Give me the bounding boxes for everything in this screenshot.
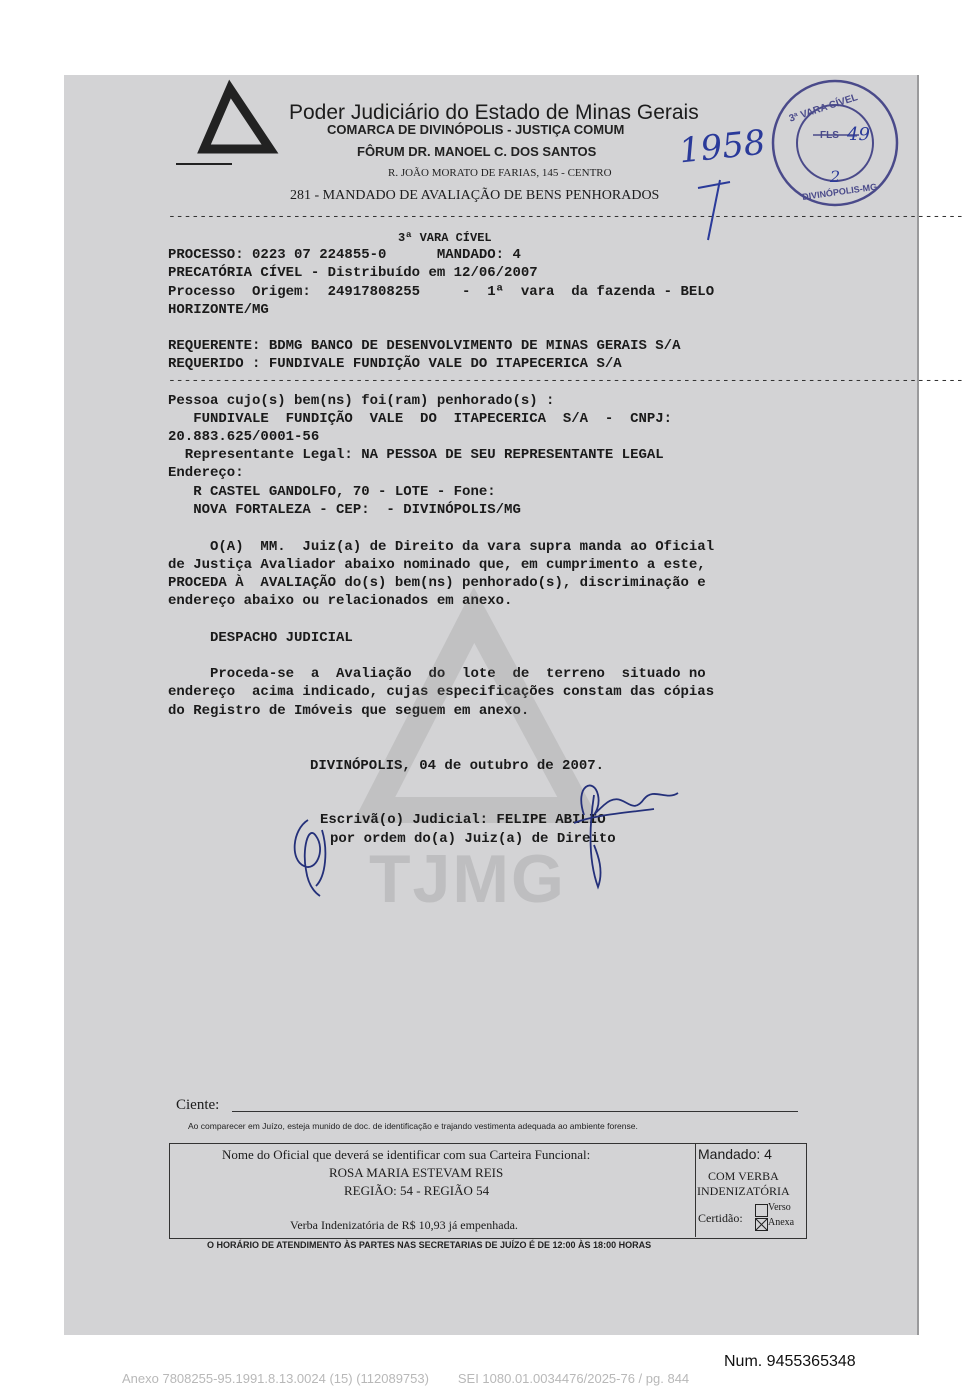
paragraph-line-3: PROCEDA À AVALIAÇÃO do(s) bem(ns) penhorado(s), discriminação e	[168, 575, 706, 591]
stamp-folio: 2	[830, 167, 841, 186]
mandado-number: Mandado: 4	[698, 1146, 772, 1162]
vara-label: 3ª VARA CÍVEL	[398, 231, 492, 245]
proceda-line-2: endereço acima indicado, cujas especificações constam das cópias	[168, 684, 715, 700]
stamp-fls-label: FLS	[820, 130, 839, 141]
indenizatoria-label: INDENIZATÓRIA	[697, 1184, 790, 1198]
comarca-line: COMARCA DE DIVINÓPOLIS - JUSTIÇA COMUM	[327, 122, 625, 137]
signature-juiz-icon	[286, 810, 346, 900]
tjmg-logo-icon	[200, 85, 272, 151]
escrivao-line: Escrivã(o) Judicial: FELIPE ABILIO	[320, 812, 606, 828]
certidao-label: Certidão:	[698, 1211, 743, 1225]
tjmg-watermark: TJMG	[369, 841, 566, 917]
oficial-name: ROSA MARIA ESTEVAM REIS	[329, 1165, 504, 1180]
address-line: R. JOÃO MORATO DE FARIAS, 145 - CENTRO	[388, 167, 612, 179]
proceda-line-1: Proceda-se a Avaliação do lote de terreno situado no	[168, 666, 706, 682]
stamp-fls-value: 49	[847, 124, 870, 145]
handwritten-number: 1958	[677, 122, 768, 172]
origem-line-2: HORIZONTE/MG	[168, 302, 269, 318]
verba-line: Verba Indenizatória de R$ 10,93 já empenhada.	[290, 1218, 518, 1232]
precatoria-line: PRECATÓRIA CÍVEL - Distribuído em 12/06/2007	[168, 265, 538, 281]
oficial-label: Nome do Oficial que deverá se identificar com sua Carteira Funcional:	[222, 1147, 591, 1162]
com-verba-label: COM VERBA	[708, 1169, 779, 1183]
regiao-line: REGIÃO: 54 - REGIÃO 54	[344, 1183, 490, 1198]
endereco-label: Endereço:	[168, 465, 244, 481]
attendance-note: Ao comparecer em Juízo, esteja munido de doc. de identificação e trajando vestimenta adequada ao ambiente forense.	[188, 1121, 638, 1131]
origem-line: Processo Origem: 24917808255 - 1ª vara da fazenda - BELO	[168, 284, 715, 300]
ordem-line: por ordem do(a) Juiz(a) de Direito	[330, 831, 616, 847]
despacho-heading: DESPACHO JUDICIAL	[168, 630, 353, 646]
svg-text:3ª VARA CÍVEL: 3ª VARA CÍVEL	[787, 92, 860, 125]
document-number: Num. 9455365348	[724, 1353, 856, 1370]
verso-label: Verso	[768, 1202, 791, 1213]
verso-checkbox[interactable]	[755, 1204, 768, 1217]
document-sheet	[64, 75, 964, 1335]
horario-line: O HORÁRIO DE ATENDIMENTO ÀS PARTES NAS SECRETARIAS DE JUÍZO É DE 12:00 ÀS 18:00 HORAS	[207, 1240, 652, 1250]
cnpj-line: 20.883.625/0001-56	[168, 429, 320, 445]
forum-line: FÔRUM DR. MANOEL C. DOS SANTOS	[357, 144, 597, 159]
paragraph-line-4: endereço abaixo ou relacionados em anexo.	[168, 593, 513, 609]
court-stamp-icon	[769, 77, 901, 209]
representante-line: Representante Legal: NA PESSOA DE SEU REPRESENTANTE LEGAL	[168, 447, 664, 463]
anexa-checkbox[interactable]	[755, 1218, 768, 1231]
ciente-label: Ciente:	[176, 1097, 220, 1113]
pessoa-line: Pessoa cujo(s) bem(ns) foi(ram) penhorado(s) :	[168, 393, 555, 409]
checkmark-icon	[756, 1219, 767, 1230]
logo-mark	[176, 163, 232, 165]
proceda-line-3: do Registro de Imóveis que seguem em anexo.	[168, 703, 530, 719]
processo-line: PROCESSO: 0223 07 224855-0 MANDADO: 4	[168, 247, 521, 263]
form-title: 281 - MANDADO DE AVALIAÇÃO DE BENS PENHORADOS	[290, 188, 660, 203]
date-line: DIVINÓPOLIS, 04 de outubro de 2007.	[310, 758, 605, 774]
paragraph-line-2: de Justiça Avaliador abaixo nominado que, em cumprimento a este,	[168, 557, 706, 573]
separator-top: ------------------------------------------------------------------------------------------------------	[168, 209, 964, 224]
anexa-label: Anexa	[768, 1217, 795, 1228]
document-reference: Anexo 7808255-95.1991.8.13.0024 (15) (112089753) SEI 1080.01.0034476/2025-76 / pg. 844	[122, 1371, 690, 1386]
requerente-line: REQUERENTE: BDMG BANCO DE DESENVOLVIMENTO DE MINAS GERAIS S/A	[168, 338, 681, 354]
separator-mid: ------------------------------------------------------------------------------------------------------	[168, 373, 964, 388]
signature-escrivao-icon	[554, 775, 694, 895]
paragraph-line-1: O(A) MM. Juiz(a) de Direito da vara supra manda ao Oficial	[168, 539, 715, 555]
ciente-signature-line[interactable]	[232, 1111, 798, 1112]
pessoa-name: FUNDIVALE FUNDIÇÃO VALE DO ITAPECERICA S/A - CNPJ:	[168, 411, 673, 427]
endereco-line-1: R CASTEL GANDOLFO, 70 - LOTE - Fone:	[168, 484, 496, 500]
court-title: Poder Judiciário do Estado de Minas Gerais	[289, 101, 699, 124]
requerido-line: REQUERIDO : FUNDIVALE FUNDIÇÃO VALE DO ITAPECERICA S/A	[168, 356, 622, 372]
endereco-line-2: NOVA FORTALEZA - CEP: - DIVINÓPOLIS/MG	[168, 502, 521, 518]
svg-text:DIVINÓPOLIS-MG: DIVINÓPOLIS-MG	[801, 181, 878, 203]
